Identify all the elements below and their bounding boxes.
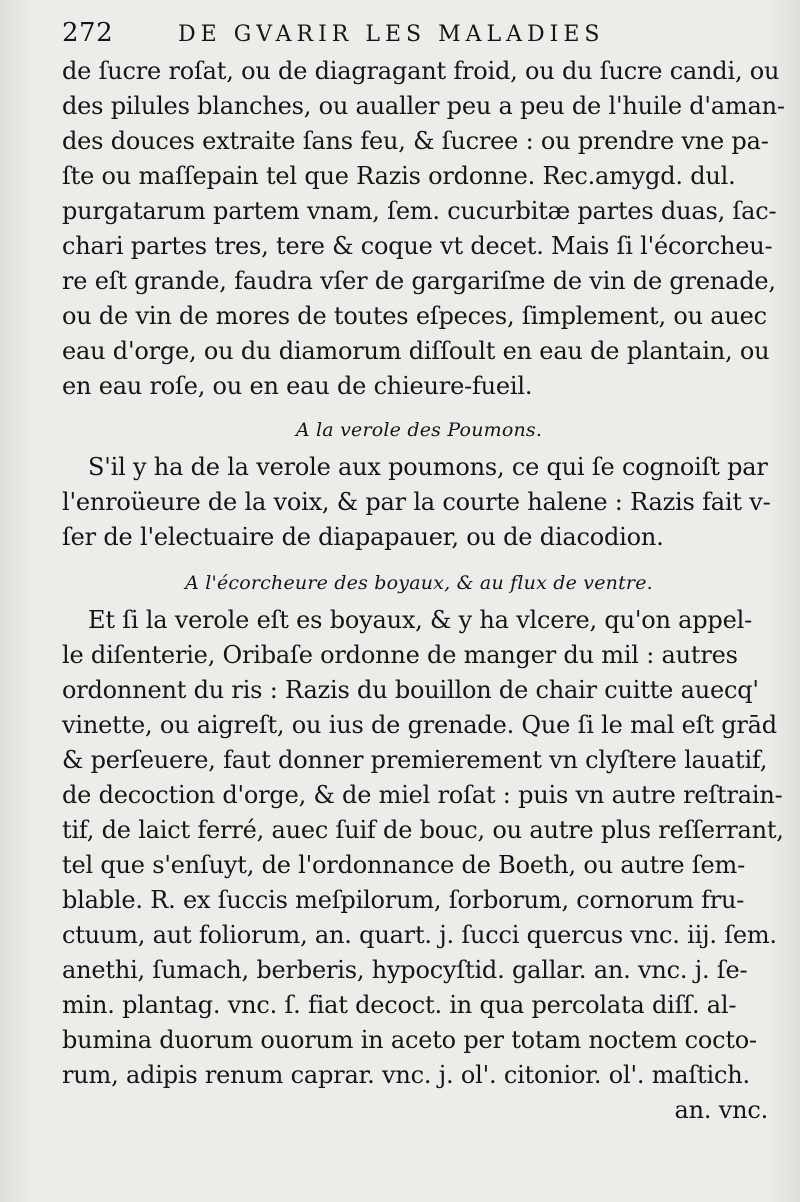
text-line: en eau roſe, ou en eau de chieure-fueil. (62, 372, 533, 400)
text-line: chari partes tres, tere & coque vt decet. Mais ſi l'écorcheu- (62, 232, 773, 260)
text-line: tif, de laict ferré, auec ſuif de bouc, ou autre plus reſſerrant, (62, 816, 784, 844)
running-title: DE GVARIR LES MALADIES (178, 22, 605, 47)
text-line: eau d'orge, ou du diamorum diſſoult en eau de plantain, ou (62, 337, 770, 365)
text-line: bumina duorum ouorum in aceto per totam noctem cocto- (62, 1026, 757, 1054)
text-line: des pilules blanches, ou aualler peu a peu de l'huile d'aman- (62, 92, 785, 120)
section-boyaux (62, 603, 784, 1128)
text-line: anethi, ſumach, berberis, hypocyſtid. gallar. an. vnc. j. ſe- (62, 956, 748, 984)
text-line: ctuum, aut foliorum, an. quart. j. ſucci quercus vnc. iij. ſem. (62, 921, 777, 949)
text-line: des douces extraite ſans feu, & ſucree : ou prendre vne pa- (62, 127, 769, 155)
page-number: 272 (62, 18, 114, 48)
text-line: blable. R. ex ſuccis meſpilorum, ſorborum, cornorum fru- (62, 886, 745, 914)
text-line: ou de vin de mores de toutes eſpeces, ſimplement, ou auec (62, 302, 767, 330)
text-line: purgatarum partem vnam, ſem. cucurbitæ partes duas, ſac- (62, 197, 777, 225)
text-line: rum, adipis renum caprar. vnc. j. ol'. citonior. ol'. maſtich. (62, 1061, 750, 1089)
text-line: l'enroüeure de la voix, & par la courte halene : Razis fait v- (62, 488, 771, 516)
page-header (62, 18, 776, 50)
text-line: S'il y ha de la verole aux poumons, ce qui ſe cognoiſt par (88, 453, 768, 481)
text-line: ſer de l'electuaire de diapapauer, ou de diacodion. (62, 523, 664, 551)
text-line: de ſucre roſat, ou de diagragant froid, ou du ſucre candi, ou (62, 57, 780, 85)
text-line: & perſeuere, faut donner premierement vn clyſtere lauatif, (62, 746, 768, 774)
text-line: an. vnc. (674, 1096, 768, 1124)
text-line: de decoction d'orge, & de miel roſat : puis vn autre reſtrain- (62, 781, 783, 809)
section-opening (62, 54, 785, 404)
text-line: ordonnent du ris : Razis du bouillon de chair cuitte auecq' (62, 676, 759, 704)
text-line: vinette, ou aigreſt, ou ius de grenade. Que ſi le mal eſt grād (62, 711, 777, 739)
section-heading: A l'écorcheure des boyaux, & au flux de ventre. (185, 572, 653, 594)
main-text (62, 54, 785, 1128)
text-line: Et ſi la verole eſt es boyaux, & y ha vlcere, qu'on appel- (88, 606, 752, 634)
section-heading: A la verole des Poumons. (295, 419, 543, 441)
text-line: ſte ou maſſepain tel que Razis ordonne. Rec.amygd. dul. (62, 162, 736, 190)
text-line: min. plantag. vnc. ſ. fiat decoct. in qua percolata diſſ. al- (62, 991, 737, 1019)
text-line: tel que s'enſuyt, de l'ordonnance de Boeth, ou autre ſem- (62, 851, 745, 879)
section-poumons (62, 450, 776, 555)
text-line: re eſt grande, faudra vſer de gargariſme de vin de grenade, (62, 267, 776, 295)
text-line: le diſenterie, Oribaſe ordonne de manger du mil : autres (62, 641, 738, 669)
